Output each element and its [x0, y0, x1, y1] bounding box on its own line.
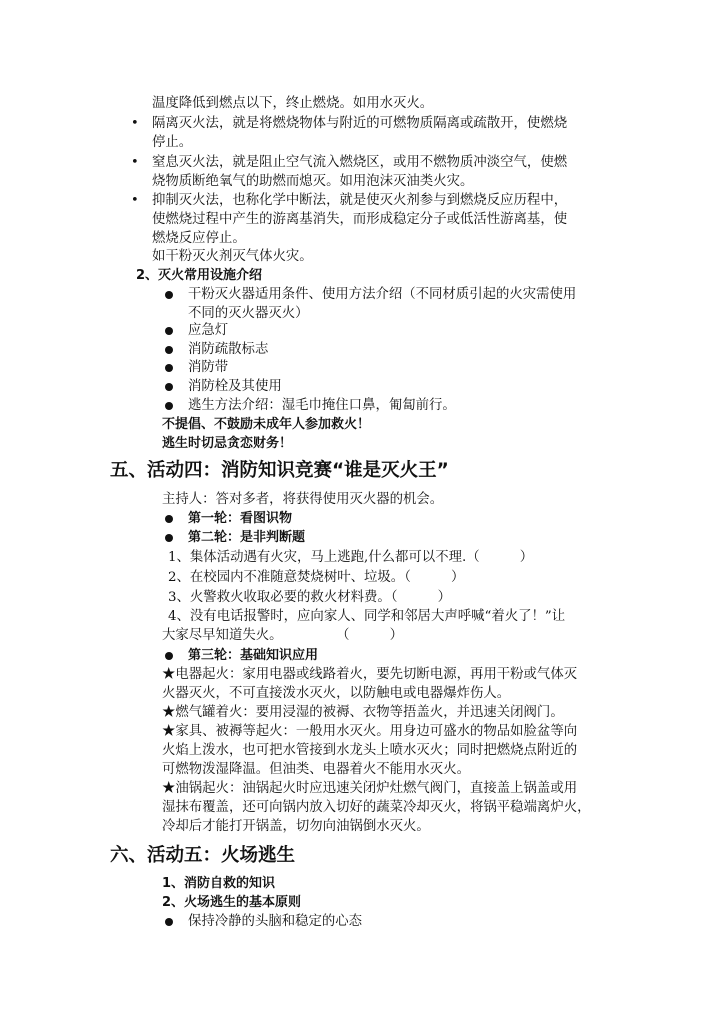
- text-line: 不同的灭火器灭火）: [188, 306, 309, 321]
- text-line: 如干粉灭火剂灭气体火灾。: [152, 249, 313, 264]
- text-line: 湿抹布覆盖，还可向锅内放入切好的蔬菜冷却灭火，将锅平稳端离炉火，: [162, 800, 591, 815]
- question-item: 2、在校园内不准随意焚烧树叶、垃圾。（ ）: [168, 570, 465, 585]
- question-item: 1、集体活动遇有火灾，马上逃跑,什么都可以不理.（ ）: [168, 550, 534, 565]
- bullet-icon: •: [131, 193, 139, 208]
- bullet-icon: [165, 402, 173, 410]
- text-line: ★家具、被褥等起火：一般用水灭火。用身边可盛水的物品如脸盆等向: [162, 724, 578, 739]
- bullet-icon: [165, 291, 173, 299]
- text-line: ★燃气罐着火：要用浸湿的被褥、衣物等捂盖火，并迅速关闭阀门。: [162, 705, 564, 720]
- section-heading: 2、灭火常用设施介绍: [136, 268, 263, 283]
- warning-text: 逃生时切忌贪恋财务！: [162, 436, 293, 451]
- question-item: 3、火警救火收取必要的救火材料费。（ ）: [168, 590, 452, 605]
- sub-heading: 1、消防自救的知识: [162, 876, 276, 891]
- text-line: 冷却后才能打开锅盖，切勿向油锅倒水灭火。: [162, 819, 430, 834]
- bullet-icon: [165, 515, 173, 523]
- text-line: 隔离灭火法，就是将燃烧物体与附近的可燃物质隔离或疏散开，使燃烧: [152, 116, 568, 131]
- list-item: 保持冷静的头脑和稳定的心态: [188, 914, 363, 929]
- bullet-icon: •: [131, 116, 139, 131]
- question-item: 4、没有电话报警时，应向家人、同学和邻居大声呼喊“着火了！”让: [168, 609, 566, 624]
- bullet-icon: [165, 383, 173, 391]
- list-item: 消防疏散标志: [188, 342, 269, 357]
- sub-heading: 2、火场逃生的基本原则: [162, 895, 302, 910]
- text-line: 可燃物泼湿降温。但油类、电器着火不能用水灭火。: [162, 762, 470, 777]
- round-heading: 第三轮：基础知识应用: [188, 648, 319, 663]
- text-line: 火焰上泼水，也可把水管接到水龙头上喷水灭火；同时把燃烧点附近的: [162, 743, 578, 758]
- section-title: 五、活动四：消防知识竞赛“谁是灭火王”: [110, 460, 449, 481]
- text-line: 窒息灭火法，就是阻止空气流入燃烧区，或用不燃物质冲淡空气，使燃: [152, 155, 568, 170]
- text-line: 主持人：答对多者，将获得使用灭火器的机会。: [162, 492, 444, 507]
- text-line: ★油锅起火：油锅起火时应迅速关闭炉灶燃气阀门，直接盖上锅盖或用: [162, 781, 578, 796]
- text-line: 抑制灭火法，也称化学中断法，就是使灭火剂参与到燃烧反应历程中，: [152, 193, 568, 208]
- bullet-icon: [165, 346, 173, 354]
- text-line: ★电器起火：家用电器或线路着火，要先切断电源，再用干粉或气体灭: [162, 667, 578, 682]
- text-line: 停止。: [152, 135, 193, 150]
- text-line: 使燃烧过程中产生的游离基消失，而形成稳定分子或低活性游离基，使: [152, 212, 568, 227]
- warning-text: 不提倡、不鼓励未成年人参加救火！: [162, 417, 371, 432]
- bullet-icon: [165, 364, 173, 372]
- text-line: 燃烧反应停止。: [152, 231, 246, 246]
- list-item: 逃生方法介绍：湿毛巾掩住口鼻，匍匐前行。: [188, 398, 456, 413]
- question-item: 大家尽早知道失火。 （ ）: [162, 628, 404, 643]
- list-item: 消防带: [188, 360, 229, 375]
- text-line: 烧物质断绝氧气的助燃而熄灭。如用泡沫灭油类火灾。: [152, 174, 474, 189]
- bullet-icon: •: [131, 155, 139, 170]
- list-item: 应急灯: [188, 323, 229, 338]
- bullet-icon: [165, 918, 173, 926]
- bullet-icon: [165, 652, 173, 660]
- bullet-icon: [165, 534, 173, 542]
- round-heading: 第一轮：看图识物: [188, 511, 293, 526]
- text-line: 火器灭火，不可直接泼水灭火，以防触电或电器爆炸伤人。: [162, 686, 511, 701]
- list-item: 消防栓及其使用: [188, 379, 282, 394]
- round-heading: 第二轮：是非判断题: [188, 530, 306, 545]
- text-line: 干粉灭火器适用条件、使用方法介绍（不同材质引起的火灾需使用: [188, 287, 577, 302]
- bullet-icon: [165, 327, 173, 335]
- section-title: 六、活动五：火场逃生: [110, 845, 296, 866]
- text-line: 温度降低到燃点以下，终止燃烧。如用水灭火。: [152, 96, 434, 111]
